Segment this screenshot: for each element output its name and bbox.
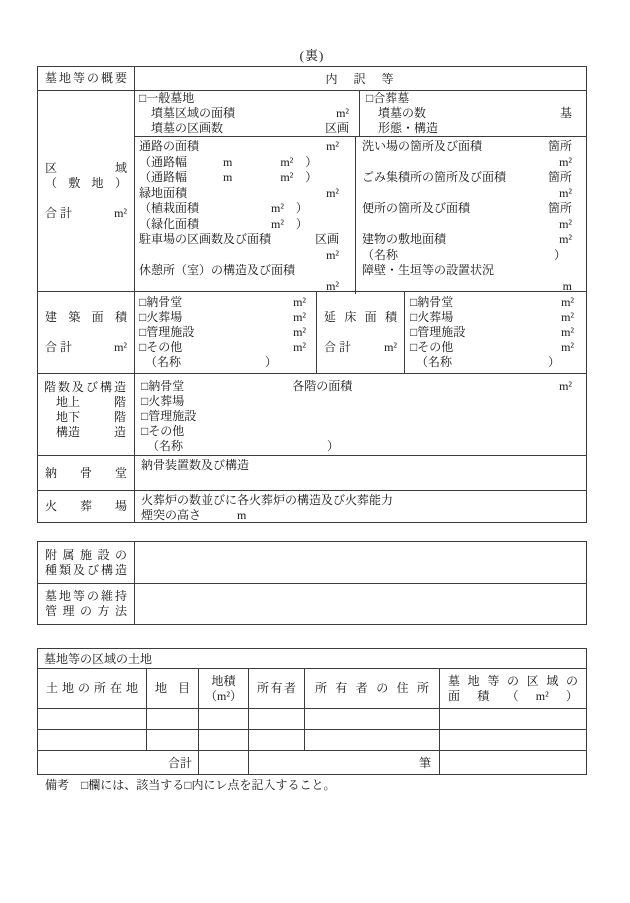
line-text: □その他 [139, 340, 183, 354]
land-cell [38, 709, 146, 729]
line-unit: 階 [113, 410, 126, 424]
form-line: 地積 [211, 673, 236, 688]
form-line: 納骨堂 [45, 465, 127, 480]
line-unit: m² [293, 325, 306, 339]
line-unit: 箇所 [547, 201, 572, 215]
form-line [410, 295, 574, 310]
form-line: 所有者の住所 [315, 681, 429, 695]
form-line: 建築面積 [45, 310, 127, 324]
line-unit: 造 [113, 425, 126, 439]
form-line [139, 106, 349, 121]
land-cell [146, 709, 198, 729]
form-line [44, 425, 126, 440]
form-line: 階数及び構造 [44, 380, 126, 394]
form-line: 障壁・生垣等の設置状況 [362, 263, 495, 277]
line-unit: m² [561, 340, 574, 354]
line-unit: 基 [559, 106, 572, 120]
line-unit: m² [293, 340, 306, 354]
land-cell [198, 709, 248, 729]
line-text: 合 計 [324, 340, 352, 354]
land-total-label: 合計 [167, 756, 192, 770]
communal-grave-cell [359, 91, 586, 136]
form-line: □合葬墓 [366, 91, 410, 105]
land-data-row [38, 729, 586, 750]
form-line: □一般墓地 [139, 91, 195, 105]
maintenance-method-value [134, 584, 586, 624]
form-line [44, 410, 126, 425]
paths-greenery-parking-cell [135, 137, 355, 294]
form-line [139, 340, 306, 355]
line-text: 駐車場の区画数及び面積 [139, 232, 272, 246]
crematory-content [134, 491, 586, 522]
line-text: 区 [45, 161, 58, 175]
form-line: 延床面積 [324, 310, 397, 324]
form-line [410, 325, 574, 340]
form-line: （通路幅 m m² ） [139, 170, 318, 184]
line-unit: 箇所 [547, 170, 572, 184]
overview-header-label [38, 67, 134, 90]
form-line [366, 106, 572, 121]
form-line [362, 201, 572, 217]
form-line: □管理施設 [141, 409, 197, 423]
land-total-size-cell [198, 751, 248, 774]
line-unit: m² [114, 340, 127, 354]
form-line [45, 340, 127, 355]
form-line: 形態・構造 [366, 121, 439, 135]
land-cell [439, 709, 586, 729]
attached-facilities-label [38, 542, 134, 583]
line-text: 墳墓の数 [366, 106, 427, 120]
form-line: 火葬炉の数並びに各火葬炉の構造及び火葬能力 [141, 493, 394, 507]
line-unit: m² [384, 340, 397, 354]
line-text: □納骨堂 [139, 295, 183, 309]
form-line: 面積（m²） [448, 688, 578, 703]
land-table-title-row [38, 649, 586, 668]
columbarium-content [134, 456, 586, 490]
form-line: 煙突の高さ m [141, 508, 247, 522]
line-text: 墳墓区域の面積 [139, 106, 236, 120]
line-text: □火葬場 [410, 310, 454, 324]
form-line [362, 217, 572, 233]
line-text: 緑地面積 [139, 185, 188, 200]
building-area-row [38, 291, 586, 373]
line-text: 構造 [44, 425, 81, 439]
form-line: （敷地） [45, 176, 127, 190]
form-line: （植栽面積 m² ） [139, 201, 308, 215]
cemetery-overview-table [37, 66, 587, 523]
form-line [139, 310, 306, 325]
form-line [139, 139, 339, 155]
line-unit: m² [559, 232, 572, 246]
washing-waste-toilet-cell [355, 137, 586, 294]
form-line: 土地の所在地 [46, 681, 138, 695]
form-line [45, 325, 127, 340]
line-unit: 域 [114, 161, 127, 175]
form-line: 墓地等の区域の [448, 673, 578, 688]
form-line [362, 170, 572, 186]
form-line: （名称 ） [362, 247, 567, 262]
form-line [141, 379, 572, 394]
line-unit: m² [561, 310, 574, 324]
line-unit: m² [559, 379, 572, 393]
zone-label [38, 91, 134, 291]
line-text: ごみ集積所の箇所及び面積 [362, 170, 507, 184]
line-unit: m² [559, 154, 572, 169]
land-cell [146, 730, 198, 750]
breakdown-header-label: 内 訳 等 [134, 67, 586, 90]
line-unit: m² [114, 206, 127, 220]
land-cell [38, 730, 146, 750]
land-table-header-row [38, 668, 586, 708]
form-line: 地目 [155, 681, 190, 695]
form-line [45, 161, 127, 176]
total-floor-area-label [316, 292, 404, 373]
attached-facilities-table [37, 541, 587, 625]
form-line [44, 395, 126, 410]
crematory-label [38, 491, 134, 522]
total-floor-area-items [404, 292, 586, 373]
form-line: 附属施設の [45, 547, 127, 562]
line-unit: m² [326, 185, 339, 200]
line-unit: m [562, 278, 572, 293]
form-line: □その他 [141, 424, 185, 438]
floors-structure-label [38, 374, 134, 455]
line-unit: m² [326, 278, 339, 293]
line-unit: m² [293, 310, 306, 324]
land-cell [439, 730, 586, 750]
floors-structure-row [38, 373, 586, 455]
line-text: □管理施設 [139, 325, 195, 339]
line-text: □管理施設 [410, 325, 466, 339]
crematory-row [38, 490, 586, 522]
line-unit: m² [293, 295, 306, 309]
line-unit: m² [326, 139, 339, 153]
form-line: 所有者 [257, 681, 296, 695]
line-text: 洗い場の箇所及び面積 [362, 139, 483, 153]
form-line: 休憩所（室）の構造及び面積 [139, 263, 296, 277]
land-cell [198, 730, 248, 750]
zone-section-row [38, 90, 586, 291]
land-total-row [38, 750, 586, 774]
general-grave-cell [135, 91, 359, 136]
columbarium-label [38, 456, 134, 490]
form-line: （名称 ） [139, 355, 278, 369]
form-line [139, 325, 306, 340]
line-text: 地上 [44, 395, 81, 409]
form-line [139, 186, 339, 202]
land-table-title: 墓地等の区域の土地 [44, 652, 153, 666]
line-unit: 区画 [324, 121, 349, 135]
form-line [324, 340, 397, 355]
land-parcel-count-label: 筆 [248, 751, 439, 774]
form-line: （名称 ） [141, 439, 340, 453]
form-line [45, 191, 127, 206]
line-unit: 箇所 [547, 139, 572, 153]
columbarium-row [38, 455, 586, 490]
form-line [45, 206, 127, 221]
form-line [410, 310, 574, 325]
form-line: 墓地等の維持 [45, 589, 127, 603]
form-line: （緑化面積 m² ） [139, 216, 308, 231]
land-cell [304, 730, 439, 750]
line-unit: 区画 [314, 232, 339, 246]
form-line: 墓地等の概要 [45, 71, 127, 85]
col-header-owner-address [304, 669, 439, 708]
line-text: □納骨堂 [410, 295, 454, 309]
line-text: 地下 [44, 410, 81, 424]
line-text: □納骨堂 各階の面積 [141, 379, 353, 393]
building-area-label [38, 292, 134, 373]
form-line [410, 340, 574, 355]
col-header-land-size [198, 669, 248, 708]
land-cell [304, 709, 439, 729]
line-unit: m² [561, 325, 574, 339]
maintenance-method-label [38, 584, 134, 624]
grave-type-row [135, 91, 586, 136]
form-line: （m²） [205, 688, 242, 703]
line-text: 墳墓の区画数 [139, 121, 224, 135]
site-details-row [135, 136, 586, 291]
overview-header-row [38, 67, 586, 90]
col-header-land-category [146, 669, 198, 708]
col-header-owner [248, 669, 304, 708]
line-unit: m² [559, 185, 572, 200]
attached-facilities-value [134, 542, 586, 583]
form-line [362, 155, 572, 171]
line-text: 便所の箇所及び面積 [362, 201, 471, 215]
col-header-land-location [38, 669, 146, 708]
form-line [139, 295, 306, 310]
land-parcels-table [37, 648, 587, 775]
line-text: 通路の面積 [139, 139, 200, 153]
zone-breakdown [134, 91, 586, 291]
form-line [139, 121, 349, 136]
land-cell [248, 730, 304, 750]
land-data-row [38, 708, 586, 729]
form-line [362, 232, 572, 248]
attached-facilities-row [38, 542, 586, 583]
remarks-note: 備考 □欄には、該当する□内にレ点を記入すること。 [45, 778, 336, 792]
form-line: 火葬場 [45, 499, 127, 513]
form-line [324, 325, 397, 340]
building-area-items [134, 292, 316, 373]
form-line [362, 139, 572, 155]
line-unit: 階 [113, 395, 126, 409]
line-unit: m² [326, 247, 339, 262]
col-header-cemetery-area [439, 669, 586, 708]
form-line: □火葬場 [141, 394, 185, 408]
line-text: 合 計 [45, 206, 73, 220]
maintenance-method-row [38, 583, 586, 624]
page-title: (裏) [299, 48, 325, 63]
form-line [362, 186, 572, 202]
form-line [139, 232, 339, 248]
land-cell [248, 709, 304, 729]
floors-structure-content [134, 374, 586, 455]
land-total-area-cell [439, 751, 586, 774]
form-line: 種類及び構造 [45, 562, 127, 577]
line-text: □その他 [410, 340, 454, 354]
form-line: （通路幅 m m² ） [139, 154, 318, 169]
line-unit: m² [561, 295, 574, 309]
line-text: □火葬場 [139, 310, 183, 324]
form-line [139, 248, 339, 264]
form-line: 管理の方法 [45, 604, 127, 618]
line-text: 合 計 [45, 340, 73, 354]
form-line: 納骨装置数及び構造 [141, 458, 250, 472]
form-line: （名称 ） [410, 355, 561, 369]
line-text: 建物の敷地面積 [362, 232, 447, 246]
line-unit: m² [336, 106, 349, 120]
line-unit: m² [559, 216, 572, 231]
